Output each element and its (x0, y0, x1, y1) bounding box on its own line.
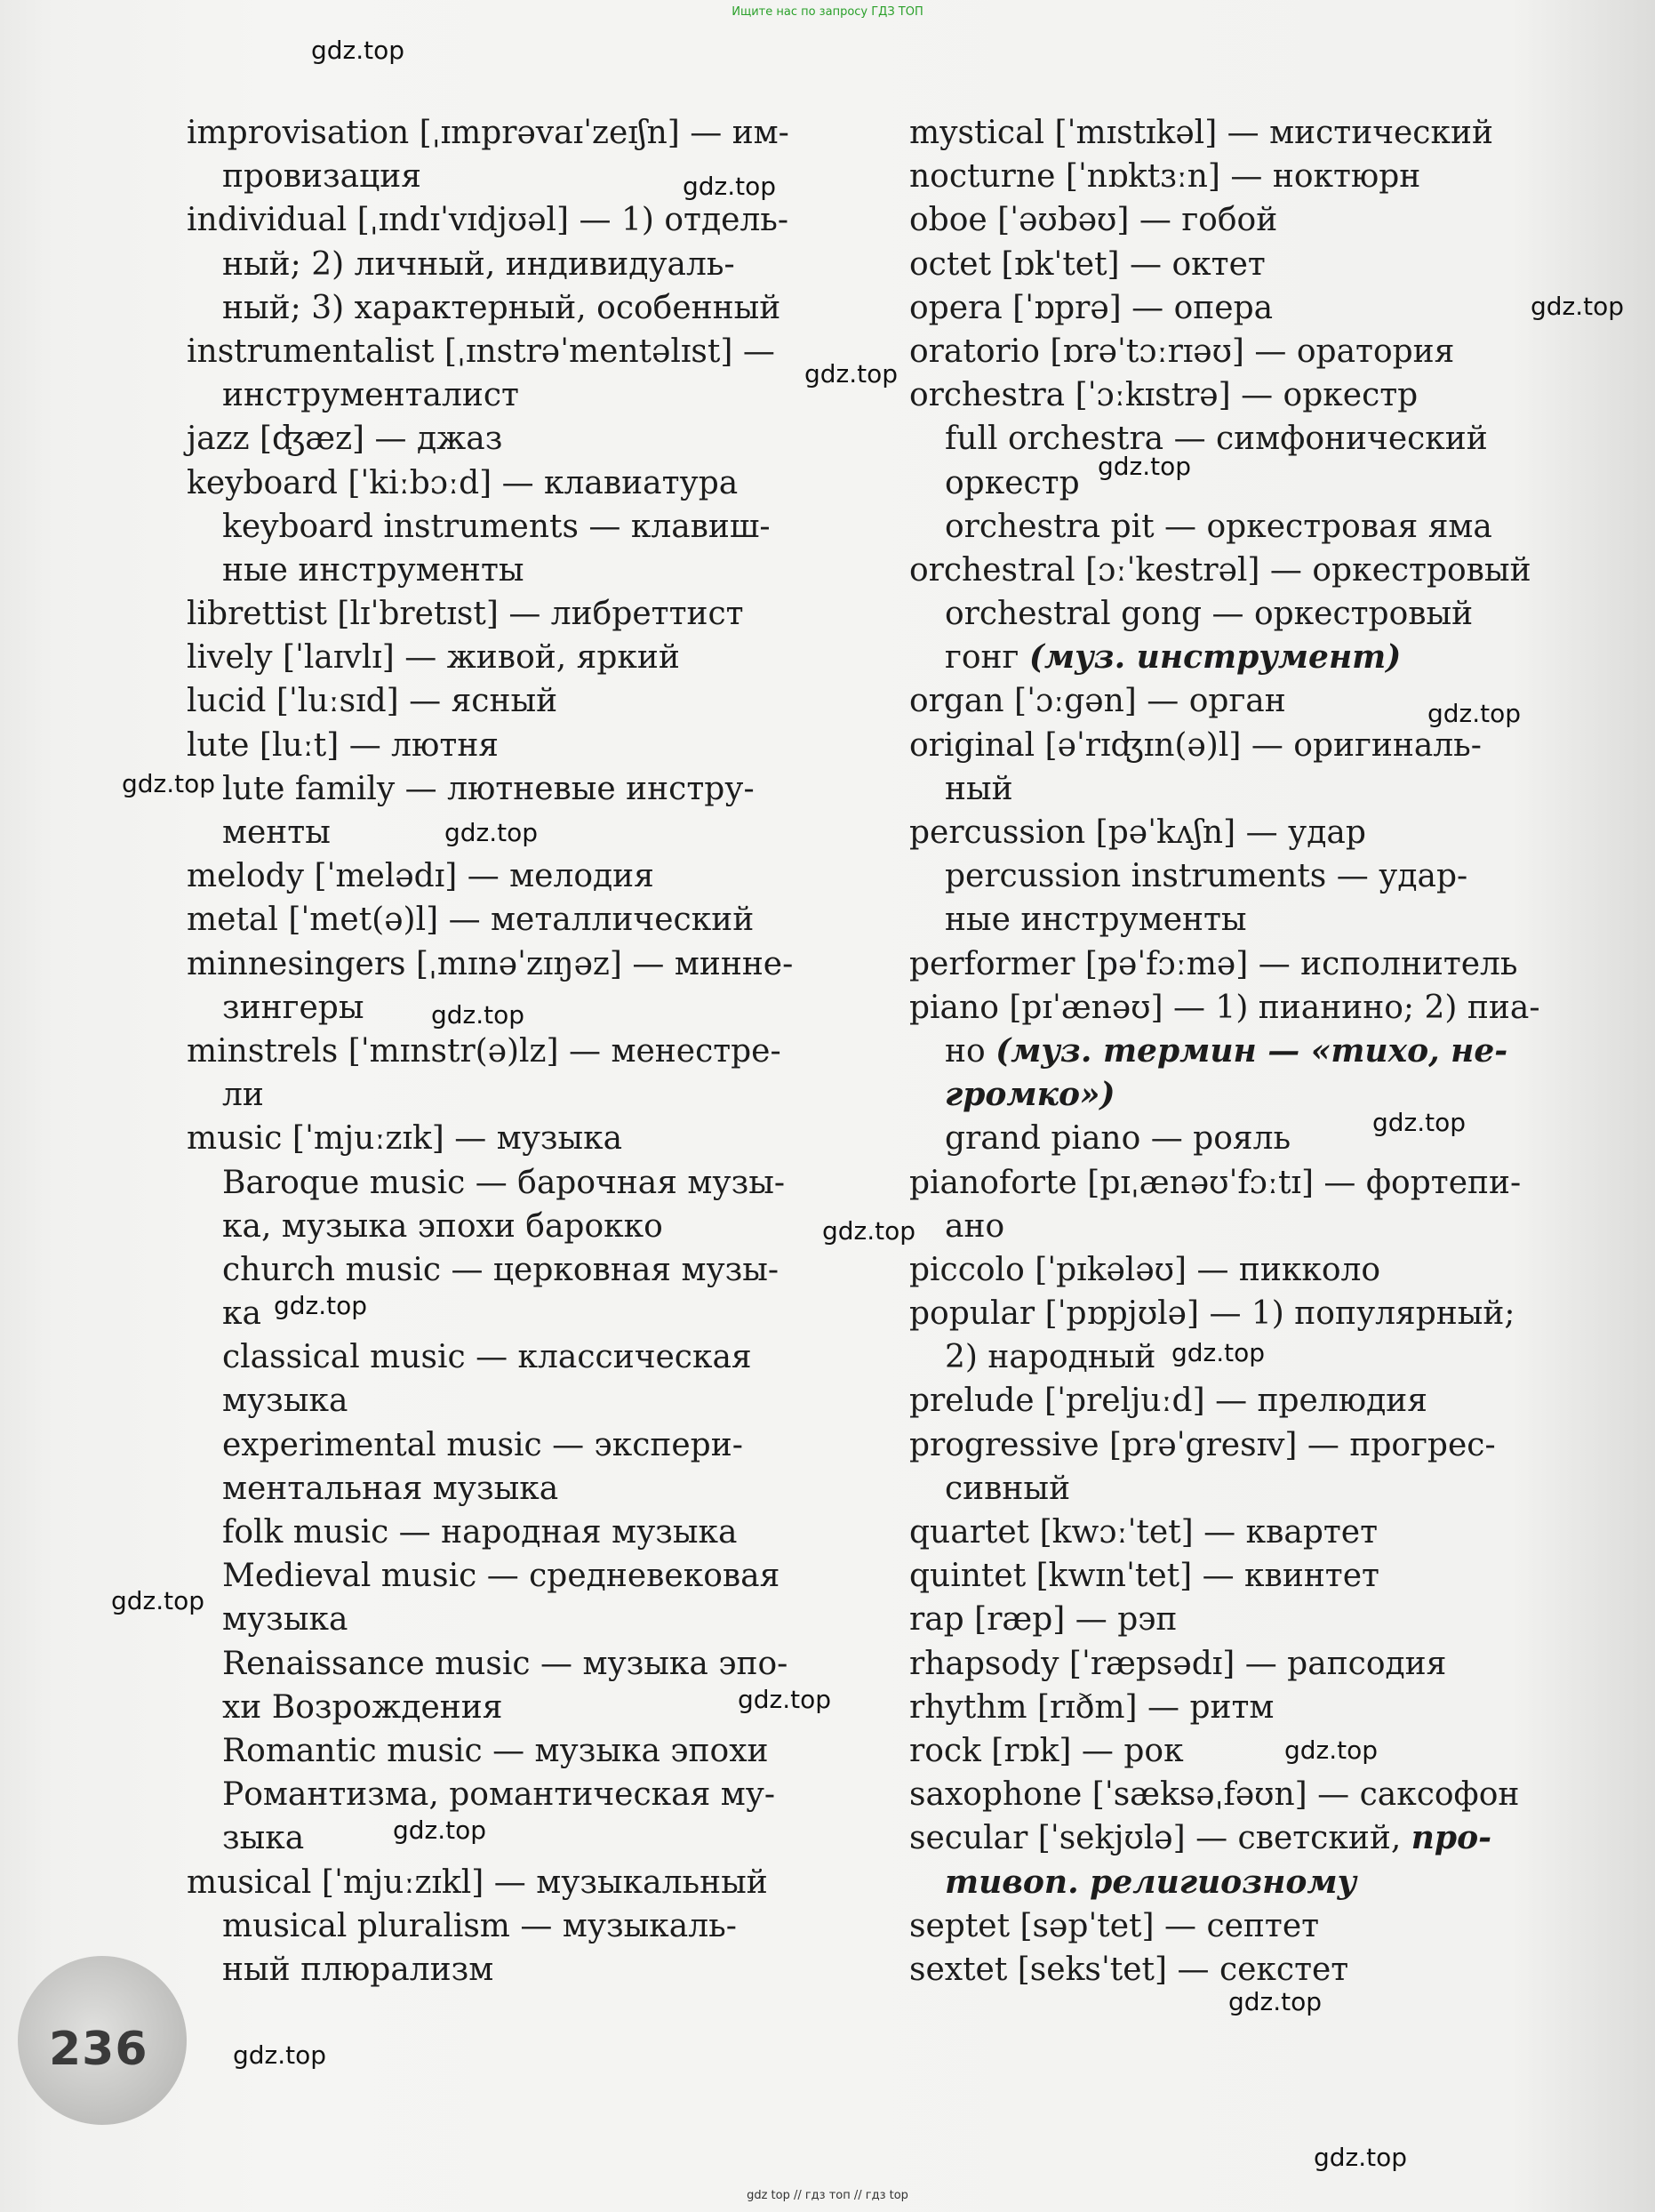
entry-line: ный (945, 770, 1013, 807)
entry-line: зыка (222, 1820, 305, 1857)
entry-full-orchestra (909, 417, 1540, 504)
entry-line: experimental music — экспери- (222, 1426, 743, 1463)
entry-orchestral-gong (909, 592, 1540, 679)
entry-line: инструменталист (222, 377, 519, 414)
usage-note: громко») (945, 1076, 1115, 1114)
entry-medieval-music (187, 1554, 827, 1641)
entry-line: rap [ræp] — рэп (909, 1601, 1178, 1639)
entry-line: oboe [ˈəʊbəʊ] — гобой (909, 202, 1278, 239)
entry-line: Baroque music — барочная музы- (222, 1164, 786, 1201)
entry-folk-music (187, 1511, 827, 1554)
entry-line: organ [ˈɔːgən] — орган (909, 683, 1286, 720)
entry-piano (909, 986, 1540, 1118)
entry-line: pianoforte [pɪˌænəʊˈfɔːtɪ] — фортепи- (909, 1164, 1522, 1201)
entry-line: piccolo [ˈpɪkələʊ] — пикколо (909, 1251, 1381, 1288)
entry-line: оркестр (945, 464, 1080, 501)
entry-line: зингеры (222, 989, 364, 1026)
entry-rhapsody (909, 1642, 1540, 1686)
entry-oboe (909, 198, 1540, 242)
entry-text: гонг (945, 639, 1029, 677)
entry-orchestral (909, 549, 1540, 592)
entry-line: oratorio [ɒrəˈtɔːrɪəʊ] — оратория (909, 333, 1455, 370)
page-number: 236 (49, 2023, 148, 2076)
entry-melody (187, 854, 827, 898)
entry-line: minnesingers [ˌmɪnəˈzɪŋəz] — минне- (187, 945, 794, 982)
entry-line: septet [səpˈtet] — септет (909, 1907, 1320, 1944)
entry-percussion (909, 811, 1540, 854)
entry-line: classical music — классическая (222, 1339, 752, 1376)
entry-rhythm (909, 1686, 1540, 1729)
entry-original (909, 724, 1540, 811)
entry-line: popular [ˈpɒpjʊlə] — 1) популярный; (909, 1295, 1515, 1333)
entry-line: Романтизма, романтическая му- (222, 1776, 776, 1814)
watermark: gdz.top (1372, 1108, 1467, 1137)
entry-sextet (909, 1948, 1540, 1992)
watermark: gdz.top (431, 1000, 525, 1030)
entry-mystical (909, 111, 1540, 155)
entry-oratorio (909, 330, 1540, 373)
entry-line: full orchestra — симфонический (945, 421, 1488, 458)
entry-line: prelude [ˈpreljuːd] — прелюдия (909, 1382, 1427, 1420)
entry-line: folk music — народная музыка (222, 1514, 738, 1551)
entry-librettist (187, 592, 827, 636)
entry-text: secular [ˈsekjʊlə] — светский, (909, 1820, 1411, 1857)
entry-line: orchestral [ɔːˈkestrəl] — оркестровый (909, 551, 1531, 589)
watermark: gdz.top (233, 2040, 327, 2070)
usage-note: про- (1411, 1819, 1492, 1857)
entry-line: jazz [ʤæz] — джаз (187, 421, 503, 458)
entry-rock (909, 1729, 1540, 1773)
entry-line: rhythm [rɪðm] — ритм (909, 1688, 1275, 1726)
entry-line: lute family — лютневые инстру- (222, 770, 755, 807)
entry-line: performer [pəˈfɔːmə] — исполнитель (909, 945, 1518, 982)
entry-line: провизация (222, 158, 421, 196)
entry-line: melody [ˈmelədɪ] — мелодия (187, 858, 654, 895)
entry-romantic-music (187, 1729, 827, 1861)
entry-rap (909, 1598, 1540, 1641)
entry-jazz (187, 417, 827, 461)
entry-metal (187, 898, 827, 942)
entry-line: instrumentalist [ˌɪnstrəˈmentəlɪst] — (187, 333, 775, 370)
watermark: gdz.top (822, 1216, 916, 1246)
entry-line: ный; 2) личный, индивидуаль- (222, 245, 735, 283)
entry-line: original [əˈrɪʤɪn(ə)l] — оригиналь- (909, 726, 1482, 764)
entry-progressive (909, 1423, 1540, 1511)
usage-note: (муз. инструмент) (1028, 638, 1402, 677)
entry-line: piano [pɪˈænəʊ] — 1) пианино; 2) пиа- (909, 989, 1540, 1026)
entry-musical-pluralism (187, 1904, 827, 1992)
watermark: gdz.top (1284, 1735, 1379, 1765)
entry-performer (909, 942, 1540, 986)
entry-line: percussion [pəˈkʌʃn] — удар (909, 814, 1366, 851)
entry-line: хи Возрождения (222, 1688, 503, 1726)
entry-line: orchestra [ˈɔːkɪstrə] — оркестр (909, 377, 1419, 414)
entry-line: quintet [kwɪnˈtet] — квинтет (909, 1558, 1379, 1595)
watermark: gdz.top (804, 359, 899, 389)
entry-pianoforte (909, 1161, 1540, 1248)
entry-line: музыка (222, 1601, 348, 1639)
entry-line: music [ˈmjuːzɪk] — музыка (187, 1120, 623, 1158)
entry-line: Romantic music — музыка эпохи (222, 1732, 769, 1769)
watermark: gdz.top (1531, 292, 1625, 321)
entry-line: Renaissance music — музыка эпо- (222, 1645, 788, 1682)
entry-line: opera [ˈɒprə] — опера (909, 289, 1274, 326)
entry-line: orchestral gong — оркестровый (945, 596, 1474, 633)
entry-music (187, 1117, 827, 1160)
entry-line: nocturne [ˈnɒktɜːn] — ноктюрн (909, 158, 1421, 196)
entry-line: rock [rɒk] — рок (909, 1732, 1184, 1769)
entry-line: ные инструменты (945, 902, 1247, 939)
entry-line: saxophone [ˈsæksəˌfəʊn] — саксофон (909, 1776, 1520, 1814)
entry-line: менты (222, 814, 331, 851)
entry-baroque-music (187, 1161, 827, 1248)
entry-instrumentalist (187, 330, 827, 417)
entry-line: keyboard [ˈkiːbɔːd] — клавиатура (187, 464, 739, 501)
entry-octet (909, 243, 1540, 286)
entry-line: mystical [ˈmɪstɪkəl] — мистический (909, 115, 1493, 151)
watermark: gdz.top (444, 818, 539, 847)
entry-line: 2) народный (945, 1339, 1156, 1376)
entry-individual (187, 198, 827, 330)
left-column (187, 111, 827, 1992)
entry-musical (187, 1861, 827, 1904)
watermark: gdz.top (1228, 1987, 1323, 2016)
watermark: gdz.top (1427, 699, 1522, 728)
right-column (909, 111, 1540, 1992)
entry-line: musical [ˈmjuːzɪkl] — музыкальный (187, 1863, 768, 1901)
entry-line: sextet [seksˈtet] — секстет (909, 1951, 1349, 1988)
entry-lively (187, 636, 827, 679)
usage-note: (муз. термин — «тихо, не- (995, 1031, 1508, 1070)
entry-line: ано (945, 1207, 1005, 1245)
entry-line: тивоп. религиозному (945, 1863, 1357, 1901)
watermark: gdz.top (683, 172, 777, 201)
entry-line (909, 636, 1540, 679)
entry-minstrels (187, 1030, 827, 1117)
watermark: gdz.top (1171, 1338, 1266, 1367)
entry-line: lively [ˈlaɪvlɪ] — живой, яркий (187, 639, 680, 677)
entry-line: quartet [kwɔːˈtet] — квартет (909, 1514, 1379, 1551)
entry-line: lute [luːt] — лютня (187, 726, 500, 764)
entry-line: minstrels [ˈmɪnstr(ə)lz] — менестре- (187, 1032, 781, 1070)
entry-septet (909, 1904, 1540, 1948)
entry-line: musical pluralism — музыкаль- (222, 1907, 737, 1944)
entry-line: ные инструменты (222, 551, 524, 589)
entry-line: keyboard instruments — клавиш- (222, 508, 771, 545)
entry-line: ка (222, 1295, 261, 1333)
watermark: gdz.top (111, 1586, 205, 1615)
entry-line: ный плюрализм (222, 1951, 494, 1988)
entry-text: но (945, 1032, 996, 1070)
entry-lucid (187, 679, 827, 723)
entry-line: individual [ˌɪndɪˈvɪdjʊəl] — 1) отдель- (187, 202, 789, 239)
entry-line: percussion instruments — удар- (945, 858, 1468, 895)
entry-line: ли (222, 1077, 264, 1114)
entry-line (909, 1816, 1540, 1860)
entry-percussion-instruments (909, 854, 1540, 942)
watermark: gdz.top (122, 769, 216, 798)
entry-line: ментальная музыка (222, 1470, 559, 1507)
entry-line: improvisation [ˌɪmprəvaɪˈzeɪʃn] — им- (187, 115, 789, 151)
entry-line: ный; 3) характерный, особенный (222, 289, 781, 326)
entry-lute (187, 724, 827, 767)
top-banner: Ищите нас по запросу ГДЗ ТОП (732, 5, 923, 19)
bottom-banner: gdz top // гдз топ // гдз top (747, 2189, 908, 2202)
entry-line: orchestra pit — оркестровая яма (945, 508, 1492, 545)
entry-line: librettist [lɪˈbretɪst] — либреттист (187, 596, 744, 633)
entry-quartet (909, 1511, 1540, 1554)
entry-line: музыка (222, 1382, 348, 1420)
entry-keyboard (187, 461, 827, 505)
entry-quintet (909, 1554, 1540, 1598)
entry-line: progressive [prəˈgresɪv] — прогрес- (909, 1426, 1496, 1463)
entry-line: lucid [ˈluːsɪd] — ясный (187, 683, 558, 720)
entry-line: Medieval music — средневековая (222, 1558, 780, 1595)
watermark: gdz.top (738, 1685, 832, 1714)
entry-orchestra-pit (909, 505, 1540, 549)
entry-line (909, 1030, 1540, 1073)
entry-line: ка, музыка эпохи барокко (222, 1207, 663, 1245)
entry-line: metal [ˈmet(ə)l] — металлический (187, 902, 755, 939)
entry-orchestra (909, 373, 1540, 417)
entry-keyboard-instruments (187, 505, 827, 592)
entry-opera (909, 286, 1540, 330)
entry-line: сивный (945, 1470, 1071, 1507)
entry-line: grand piano — рояль (945, 1120, 1291, 1158)
entry-secular (909, 1816, 1540, 1903)
entry-prelude (909, 1379, 1540, 1423)
entry-experimental-music (187, 1423, 827, 1511)
entry-line: octet [ɒkˈtet] — октет (909, 245, 1266, 283)
entry-line: church music — церковная музы- (222, 1251, 780, 1288)
entry-renaissance-music (187, 1642, 827, 1729)
entry-classical-music (187, 1335, 827, 1423)
entry-nocturne (909, 155, 1540, 198)
entry-piccolo (909, 1248, 1540, 1292)
watermark: gdz.top (1098, 452, 1192, 481)
watermark: gdz.top (393, 1815, 487, 1845)
watermark: gdz.top (274, 1291, 368, 1320)
entry-line: rhapsody [ˈræpsədɪ] — рапсодия (909, 1645, 1447, 1682)
watermark: gdz.top (1314, 2143, 1408, 2172)
watermark: gdz.top (311, 36, 405, 65)
entry-saxophone (909, 1773, 1540, 1816)
